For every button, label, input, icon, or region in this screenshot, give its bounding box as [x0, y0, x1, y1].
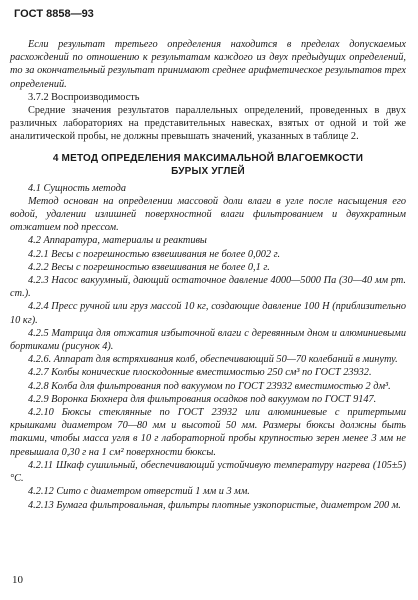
document-header: ГОСТ 8858—93 [14, 8, 94, 20]
subsection-reproducibility: 3.7.2 Воспроизводимость [28, 91, 140, 103]
item-4-2-5: 4.2.5 Матрица для отжатия избыточной влаги с деревянным дном и алюминиевыми бортиками (рисунок 4). [10, 327, 406, 353]
item-4-2-7: 4.2.7 Колбы конические плоскодонные вместимостью 250 см³ по ГОСТ 23932. [28, 367, 372, 379]
item-4-2-3: 4.2.3 Насос вакуумный, дающий остаточное давление 4000—5000 Па (30—40 мм рт. ст.). [10, 275, 406, 300]
item-4-2-12: 4.2.12 Сито с диаметром отверстий 1 мм и 3 мм. [28, 486, 250, 498]
paragraph-reproducibility: Средние значения результатов параллельных определений, проведенных в двух различных лабораториях на представительных навесках, взятых от одной и той же аналитической пробы, не должны превышать значений, указанных в таблице 2. [10, 105, 406, 143]
item-4-2-10: 4.2.10 Бюксы стеклянные по ГОСТ 23932 или алюминиевые с притертыми крышками диаметром 70—80 мм и высотой 50 мм. Размеры бюксы должны быть такими, чтобы масса угля в 10 г лабораторной пробы крупностью зерен менее 3 мм не превышала 0,30 г на 1 см² поверхности бюксы. [10, 407, 406, 458]
item-4-2-6: 4.2.6. Аппарат для встряхивания колб, обеспечивающий 50—70 колебаний в минуту. [28, 354, 398, 366]
page-number: 10 [12, 574, 23, 586]
item-4-2-8: 4.2.8 Колба для фильтрования под вакуумом по ГОСТ 23932 вместимостью 2 дм³. [28, 380, 391, 392]
section-4-title-line2: БУРЫХ УГЛЕЙ [171, 165, 245, 177]
section-4-2-heading: 4.2 Аппаратура, материалы и реактивы [28, 235, 207, 247]
paragraph-result-third: Если результат третьего определения находится в пределах допускаемых расхождений по отношению к результатам каждого из двух предыдущих определений, то за окончательный результат принимают среднее арифметическое результатов трех определений. [10, 39, 406, 90]
item-4-2-1: 4.2.1 Весы с погрешностью взвешивания не более 0,002 г. [28, 248, 281, 260]
item-4-2-4: 4.2.4 Пресс ручной или груз массой 10 кг, создающие давление 100 Н (приблизительно 10 кг). [10, 301, 406, 326]
item-4-2-11: 4.2.11 Шкаф сушильный, обеспечивающий устойчивую температуру нагрева (105±5)°С. [10, 459, 406, 485]
item-4-2-13: 4.2.13 Бумага фильтровальная, фильтры плотные узкопористые, диаметром 200 м. [28, 499, 401, 511]
item-4-2-2: 4.2.2 Весы с погрешностью взвешивания не более 0,1 г. [28, 261, 270, 273]
document-body [10, 38, 406, 512]
section-4-1-heading: 4.1 Сущность метода [28, 182, 126, 194]
item-4-2-9: 4.2.9 Воронка Бюхнера для фильтрования осадков под вакуумом по ГОСТ 9147. [28, 393, 377, 405]
section-4-title [10, 152, 406, 178]
section-4-title-line1: 4 МЕТОД ОПРЕДЕЛЕНИЯ МАКСИМАЛЬНОЙ ВЛАГОЕМКОСТИ [52, 152, 364, 164]
section-4-1-text: Метод основан на определении массовой доли влаги в угле после насыщения его водой, удалении излишней поверхностной влаги фильтрованием и двухкратным отжатием под прессом. [10, 195, 406, 234]
